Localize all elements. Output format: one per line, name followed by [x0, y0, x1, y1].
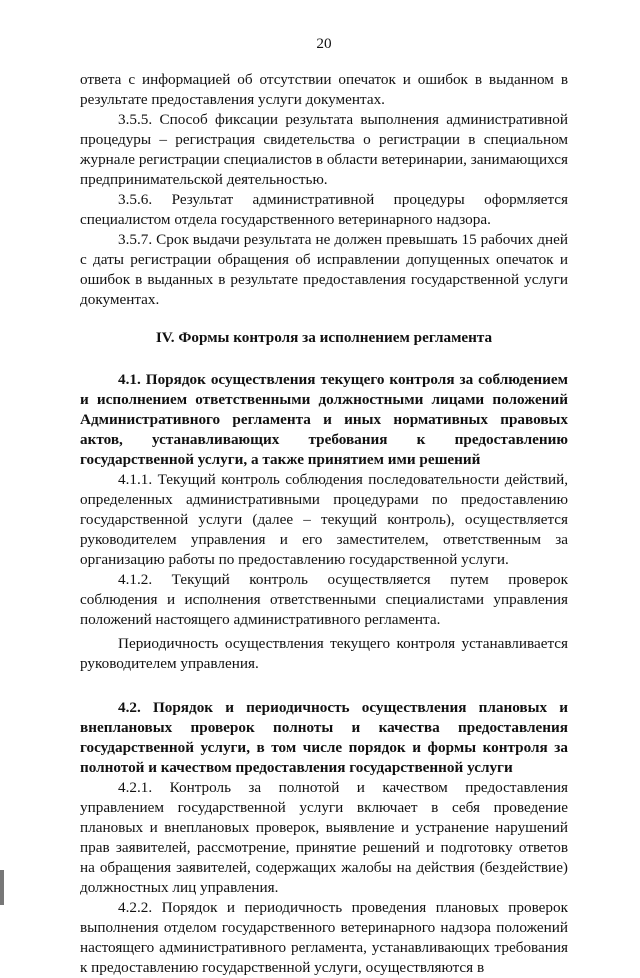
subheading-4-2: 4.2. Порядок и периодичность осуществления плановых и внеплановых проверок полноты и качества предоставления государственной услуги, в том числе порядок и формы контроля за полнотой и качеством предоставления государственной услуги: [80, 699, 568, 776]
paragraph-3-5-5: 3.5.5. Способ фиксации результата выполнения административной процедуры – регистрация свидетельства о регистрации в специальном журнале регистрации специалистов в области ветеринарии, занимающихся предпринимательской деятельностью.: [80, 111, 568, 188]
paragraph-continuation: ответа с информацией об отсутствии опечаток и ошибок в выданном в результате предоставления услуги документах.: [80, 71, 568, 108]
paragraph-3-5-6: 3.5.6. Результат административной процедуры оформляется специалистом отдела государственного ветеринарного надзора.: [80, 191, 568, 228]
paragraph-4-2-2: 4.2.2. Порядок и периодичность проведения плановых проверок выполнения отделом государственного ветеринарного надзора положений настоящего административного регламента, устанавливающих требования к предоставлению государственной услуги, осуществляются в: [80, 899, 568, 976]
scan-edge-mark: [0, 870, 4, 905]
document-page: [80, 34, 568, 978]
paragraph-periodicity: Периодичность осуществления текущего контроля устанавливается руководителем управления.: [80, 635, 568, 672]
paragraph-4-2-1: 4.2.1. Контроль за полнотой и качеством предоставления управлением государственной услуги включает в себя проведение плановых и внеплановых проверок, выявление и устранение нарушений прав заявителей, рассмотрение, принятие решений и подготовку ответов на обращения заявителей, содержащих жалобы на действия (бездействие) должностных лиц управления.: [80, 779, 568, 896]
paragraph-4-1-1: 4.1.1. Текущий контроль соблюдения последовательности действий, определенных административными процедурами по предоставлению государственной услуги (далее – текущий контроль), осуществляется руководителем управления и его заместителем, ответственным за организацию работы по предоставлению государственной услуги.: [80, 471, 568, 568]
paragraph-3-5-7: 3.5.7. Срок выдачи результата не должен превышать 15 рабочих дней с даты регистрации обращения об исправлении допущенных опечаток и ошибок в выданных в результате предоставления государственной услуги документах.: [80, 231, 568, 308]
subheading-4-1: 4.1. Порядок осуществления текущего контроля за соблюдением и исполнением ответственными должностными лицами положений Административного регламента и иных нормативных правовых актов, устанавливающих требования к предоставлению государственной услуги, а также принятием ими решений: [80, 371, 568, 468]
paragraph-4-1-2: 4.1.2. Текущий контроль осуществляется путем проверок соблюдения и исполнения ответственными специалистами управления положений настоящего административного регламента.: [80, 571, 568, 628]
page-number: 20: [316, 35, 332, 52]
section-heading-iv: IV. Формы контроля за исполнением регламента: [155, 329, 493, 346]
